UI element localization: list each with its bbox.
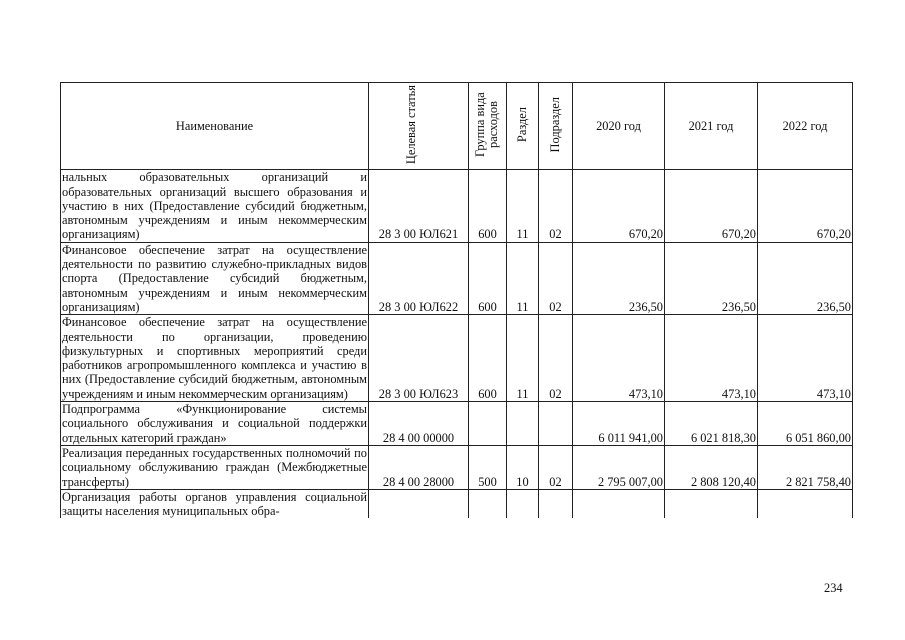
table-row <box>61 489 853 518</box>
row-target-article: 28 4 00 00000 <box>369 402 469 446</box>
row-value-2022: 236,50 <box>758 242 853 314</box>
row-subsection: 02 <box>539 170 573 242</box>
row-value-2020: 6 011 941,00 <box>573 402 665 446</box>
row-value-2021: 236,50 <box>665 242 758 314</box>
row-name: Подпрограмма «Функционирование системы социального обслуживания и социальной поддержки отдельных категорий граждан» <box>62 402 367 445</box>
row-value-2021: 2 808 120,40 <box>665 445 758 489</box>
row-subsection <box>539 402 573 446</box>
row-section: 10 <box>507 445 539 489</box>
row-value-2020: 236,50 <box>573 242 665 314</box>
row-section: 11 <box>507 170 539 242</box>
table-header-row <box>61 83 853 170</box>
row-expense-group <box>469 402 507 446</box>
row-value-2022: 670,20 <box>758 170 853 242</box>
row-value-2022: 6 051 860,00 <box>758 402 853 446</box>
row-subsection: 02 <box>539 315 573 402</box>
row-target-article: 28 3 00 ЮЛ621 <box>369 170 469 242</box>
row-value-2020: 2 795 007,00 <box>573 445 665 489</box>
row-subsection: 02 <box>539 445 573 489</box>
row-target-article: 28 3 00 ЮЛ622 <box>369 242 469 314</box>
row-expense-group: 600 <box>469 242 507 314</box>
header-target-article: Целевая статья <box>369 83 469 170</box>
row-value-2021: 6 021 818,30 <box>665 402 758 446</box>
row-value-2020: 670,20 <box>573 170 665 242</box>
header-section: Раздел <box>507 83 539 170</box>
row-expense-group: 600 <box>469 170 507 242</box>
row-target-article: 28 4 00 28000 <box>369 445 469 489</box>
header-name: Наименование <box>61 83 369 170</box>
row-value-2020 <box>573 489 665 518</box>
table-row <box>61 170 853 242</box>
row-value-2022 <box>758 489 853 518</box>
row-name: нальных образовательных организаций и образовательных организаций высшего образования и участию в них (Предоставление субсидий бюджетным, автономным учреждениям и иным некоммерческим организациям) <box>62 170 367 242</box>
row-section <box>507 489 539 518</box>
table-row <box>61 315 853 402</box>
page-number: 234 <box>824 581 843 595</box>
header-expense-group: Группа вида расходов <box>469 83 507 170</box>
table-row <box>61 402 853 446</box>
header-2021: 2021 год <box>665 83 758 170</box>
row-name: Реализация переданных государственных полномочий по социальному обслуживанию граждан (Межбюджетные трансферты) <box>62 445 367 489</box>
row-section <box>507 402 539 446</box>
row-value-2022: 473,10 <box>758 315 853 402</box>
row-expense-group: 500 <box>469 445 507 489</box>
row-value-2021 <box>665 489 758 518</box>
table-row <box>61 242 853 314</box>
budget-table <box>60 82 853 518</box>
row-value-2021: 473,10 <box>665 315 758 402</box>
header-2022: 2022 год <box>758 83 853 170</box>
row-section: 11 <box>507 315 539 402</box>
row-target-article <box>369 489 469 518</box>
row-target-article: 28 3 00 ЮЛ623 <box>369 315 469 402</box>
row-name: Организация работы органов управления социальной защиты населения муниципальных обра- <box>62 489 367 519</box>
row-expense-group <box>469 489 507 518</box>
row-subsection: 02 <box>539 242 573 314</box>
row-section: 11 <box>507 242 539 314</box>
row-expense-group: 600 <box>469 315 507 402</box>
row-name: Финансовое обеспечение затрат на осуществление деятельности по развитию служебно-прикладных видов спорта (Предоставление субсидий бюджетным, автономным учреждениям и иным некоммерческим организациям) <box>62 242 367 314</box>
row-subsection <box>539 489 573 518</box>
header-subsection: Подраздел <box>539 83 573 170</box>
row-value-2020: 473,10 <box>573 315 665 402</box>
header-2020: 2020 год <box>573 83 665 170</box>
row-value-2022: 2 821 758,40 <box>758 445 853 489</box>
row-name: Финансовое обеспечение затрат на осуществление деятельности по организации, проведению физкультурных и спортивных мероприятий среди работников агропромышленного комплекса и участию в них (Предоставление субсидий бюджетным, автономным учреждениям и иным некоммерческим организациям) <box>62 315 367 401</box>
table-row <box>61 445 853 489</box>
row-value-2021: 670,20 <box>665 170 758 242</box>
